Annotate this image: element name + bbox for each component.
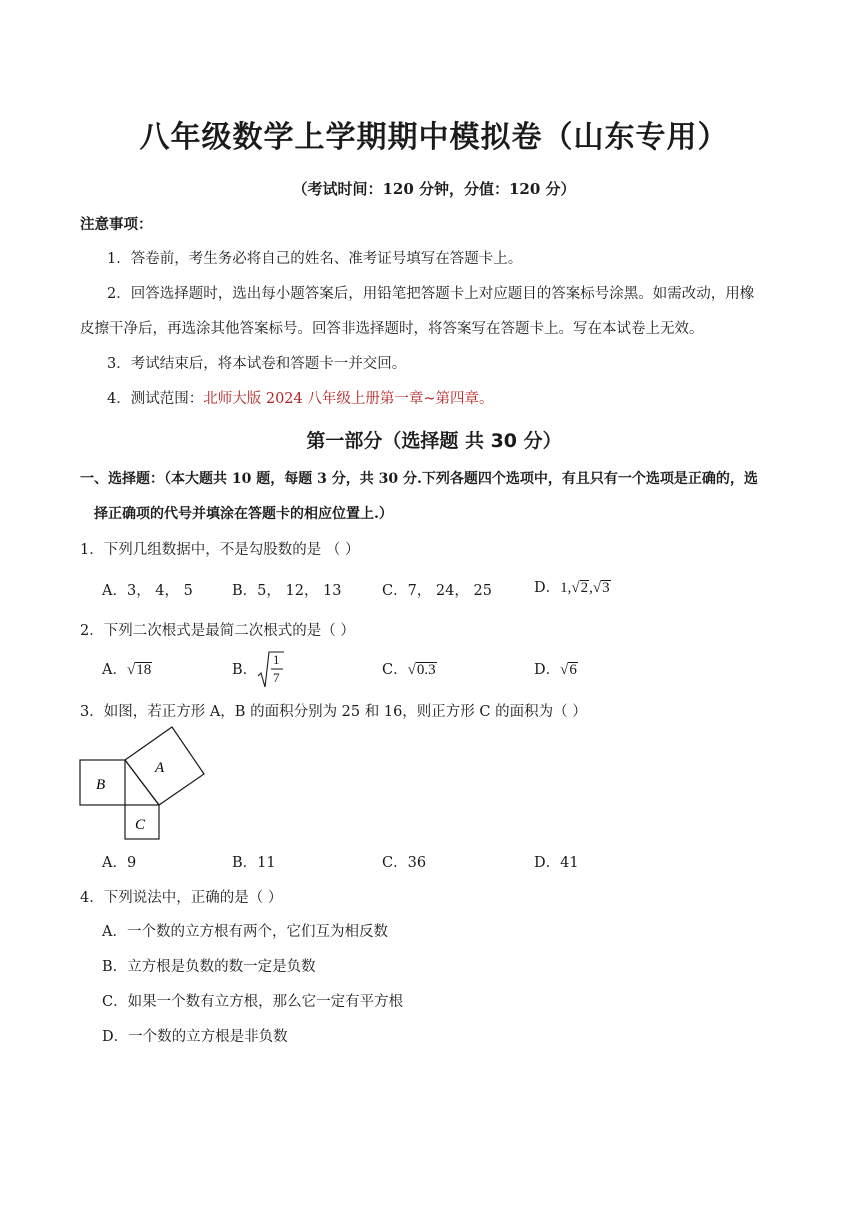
q2-option-d: D．√6 bbox=[534, 662, 577, 678]
q1-option-b: B．5， 12， 13 bbox=[232, 583, 342, 599]
q3-option-b: B．11 bbox=[232, 855, 276, 871]
q2-option-c-radicand: 0.3 bbox=[416, 662, 436, 678]
q3-option-d: D．41 bbox=[534, 855, 579, 871]
q2-option-b-numerator: 1 bbox=[273, 652, 280, 667]
q2-option-a-label: A． bbox=[102, 662, 127, 678]
q2-option-d-label: D． bbox=[534, 662, 561, 678]
q1-option-d-root3: 3 bbox=[602, 580, 610, 596]
q4-option-b: B．立方根是负数的数一定是负数 bbox=[102, 959, 316, 975]
q1-option-a: A．3， 4， 5 bbox=[102, 583, 193, 599]
q1-option-d-root2: 2 bbox=[580, 580, 589, 596]
q3-option-a: A．9 bbox=[102, 855, 137, 871]
square-b-label: B bbox=[96, 777, 106, 793]
notice-item-4-prefix: 4．测试范围： bbox=[107, 391, 204, 407]
q1-option-d: D．1,√2,√3 bbox=[534, 580, 610, 596]
section-instructions-line-1: 一、选择题：（本大题共 10 题，每题 3 分，共 30 分.下列各题四个选项中，有且只有一个选项是正确的，选 bbox=[80, 471, 758, 487]
square-a-label: A bbox=[155, 760, 165, 776]
q4-option-c: C．如果一个数有立方根，那么它一定有平方根 bbox=[102, 994, 404, 1010]
triangle-hypotenuse bbox=[125, 760, 159, 805]
square-a bbox=[125, 727, 204, 805]
section-title: 第一部分（选择题 共 30 分） bbox=[306, 430, 562, 452]
q2-option-a: A．√18 bbox=[102, 662, 152, 678]
exam-info: （考试时间：120 分钟，分值：120 分） bbox=[292, 180, 576, 198]
q2-option-b-label: B． bbox=[232, 662, 258, 678]
q1-option-d-label: D． bbox=[534, 580, 561, 596]
q2-stem: 2．下列二次根式是最简二次根式的是（ ） bbox=[80, 623, 355, 639]
q3-stem: 3．如图，若正方形 A，B 的面积分别为 25 和 16，则正方形 C 的面积为（ ） bbox=[80, 704, 587, 720]
square-c-label: C bbox=[135, 817, 146, 833]
notice-item-1: 1．答卷前，考生务必将自己的姓名、准考证号填写在答题卡上。 bbox=[107, 251, 523, 267]
q2-option-c-label: C． bbox=[382, 662, 408, 678]
test-range: 北师大版 2024 八年级上册第一章~第四章。 bbox=[203, 391, 494, 407]
q2-option-b-radical bbox=[256, 650, 288, 690]
notice-item-2-line-2: 皮擦干净后，再选涂其他答案标号。回答非选择题时，将答案写在答题卡上。写在本试卷上无效。 bbox=[80, 321, 704, 337]
q4-stem: 4．下列说法中，正确的是（ ） bbox=[80, 890, 283, 906]
q1-stem: 1．下列几组数据中，不是勾股数的是 （ ） bbox=[80, 542, 360, 558]
notice-heading: 注意事项： bbox=[80, 216, 153, 233]
notice-item-3: 3．考试结束后，将本试卷和答题卡一并交回。 bbox=[107, 356, 407, 372]
q1-option-d-comma: , bbox=[589, 580, 593, 596]
q2-option-c: C．√0.3 bbox=[382, 662, 436, 678]
page-title: 八年级数学上学期期中模拟卷（山东专用） bbox=[139, 120, 729, 155]
section-instructions-line-2: 择正确项的代号并填涂在答题卡的相应位置上.） bbox=[94, 506, 393, 522]
notice-item-2-line-1: 2．回答选择题时，选出每小题答案后，用铅笔把答题卡上对应题目的答案标号涂黑。如需改动，用橡 bbox=[107, 286, 755, 302]
q2-option-b-denominator: 7 bbox=[273, 670, 280, 685]
notice-item-4 bbox=[107, 387, 494, 408]
q3-option-c: C．36 bbox=[382, 855, 427, 871]
q4-option-a: A．一个数的立方根有两个，它们互为相反数 bbox=[102, 924, 388, 940]
q1-option-d-one: 1, bbox=[560, 580, 572, 596]
q1-option-c: C．7， 24， 25 bbox=[382, 583, 492, 599]
squares-figure bbox=[74, 722, 214, 844]
q2-option-a-radicand: 18 bbox=[136, 662, 152, 678]
q2-option-d-radicand: 6 bbox=[569, 662, 577, 678]
q4-option-d: D．一个数的立方根是非负数 bbox=[102, 1029, 288, 1045]
